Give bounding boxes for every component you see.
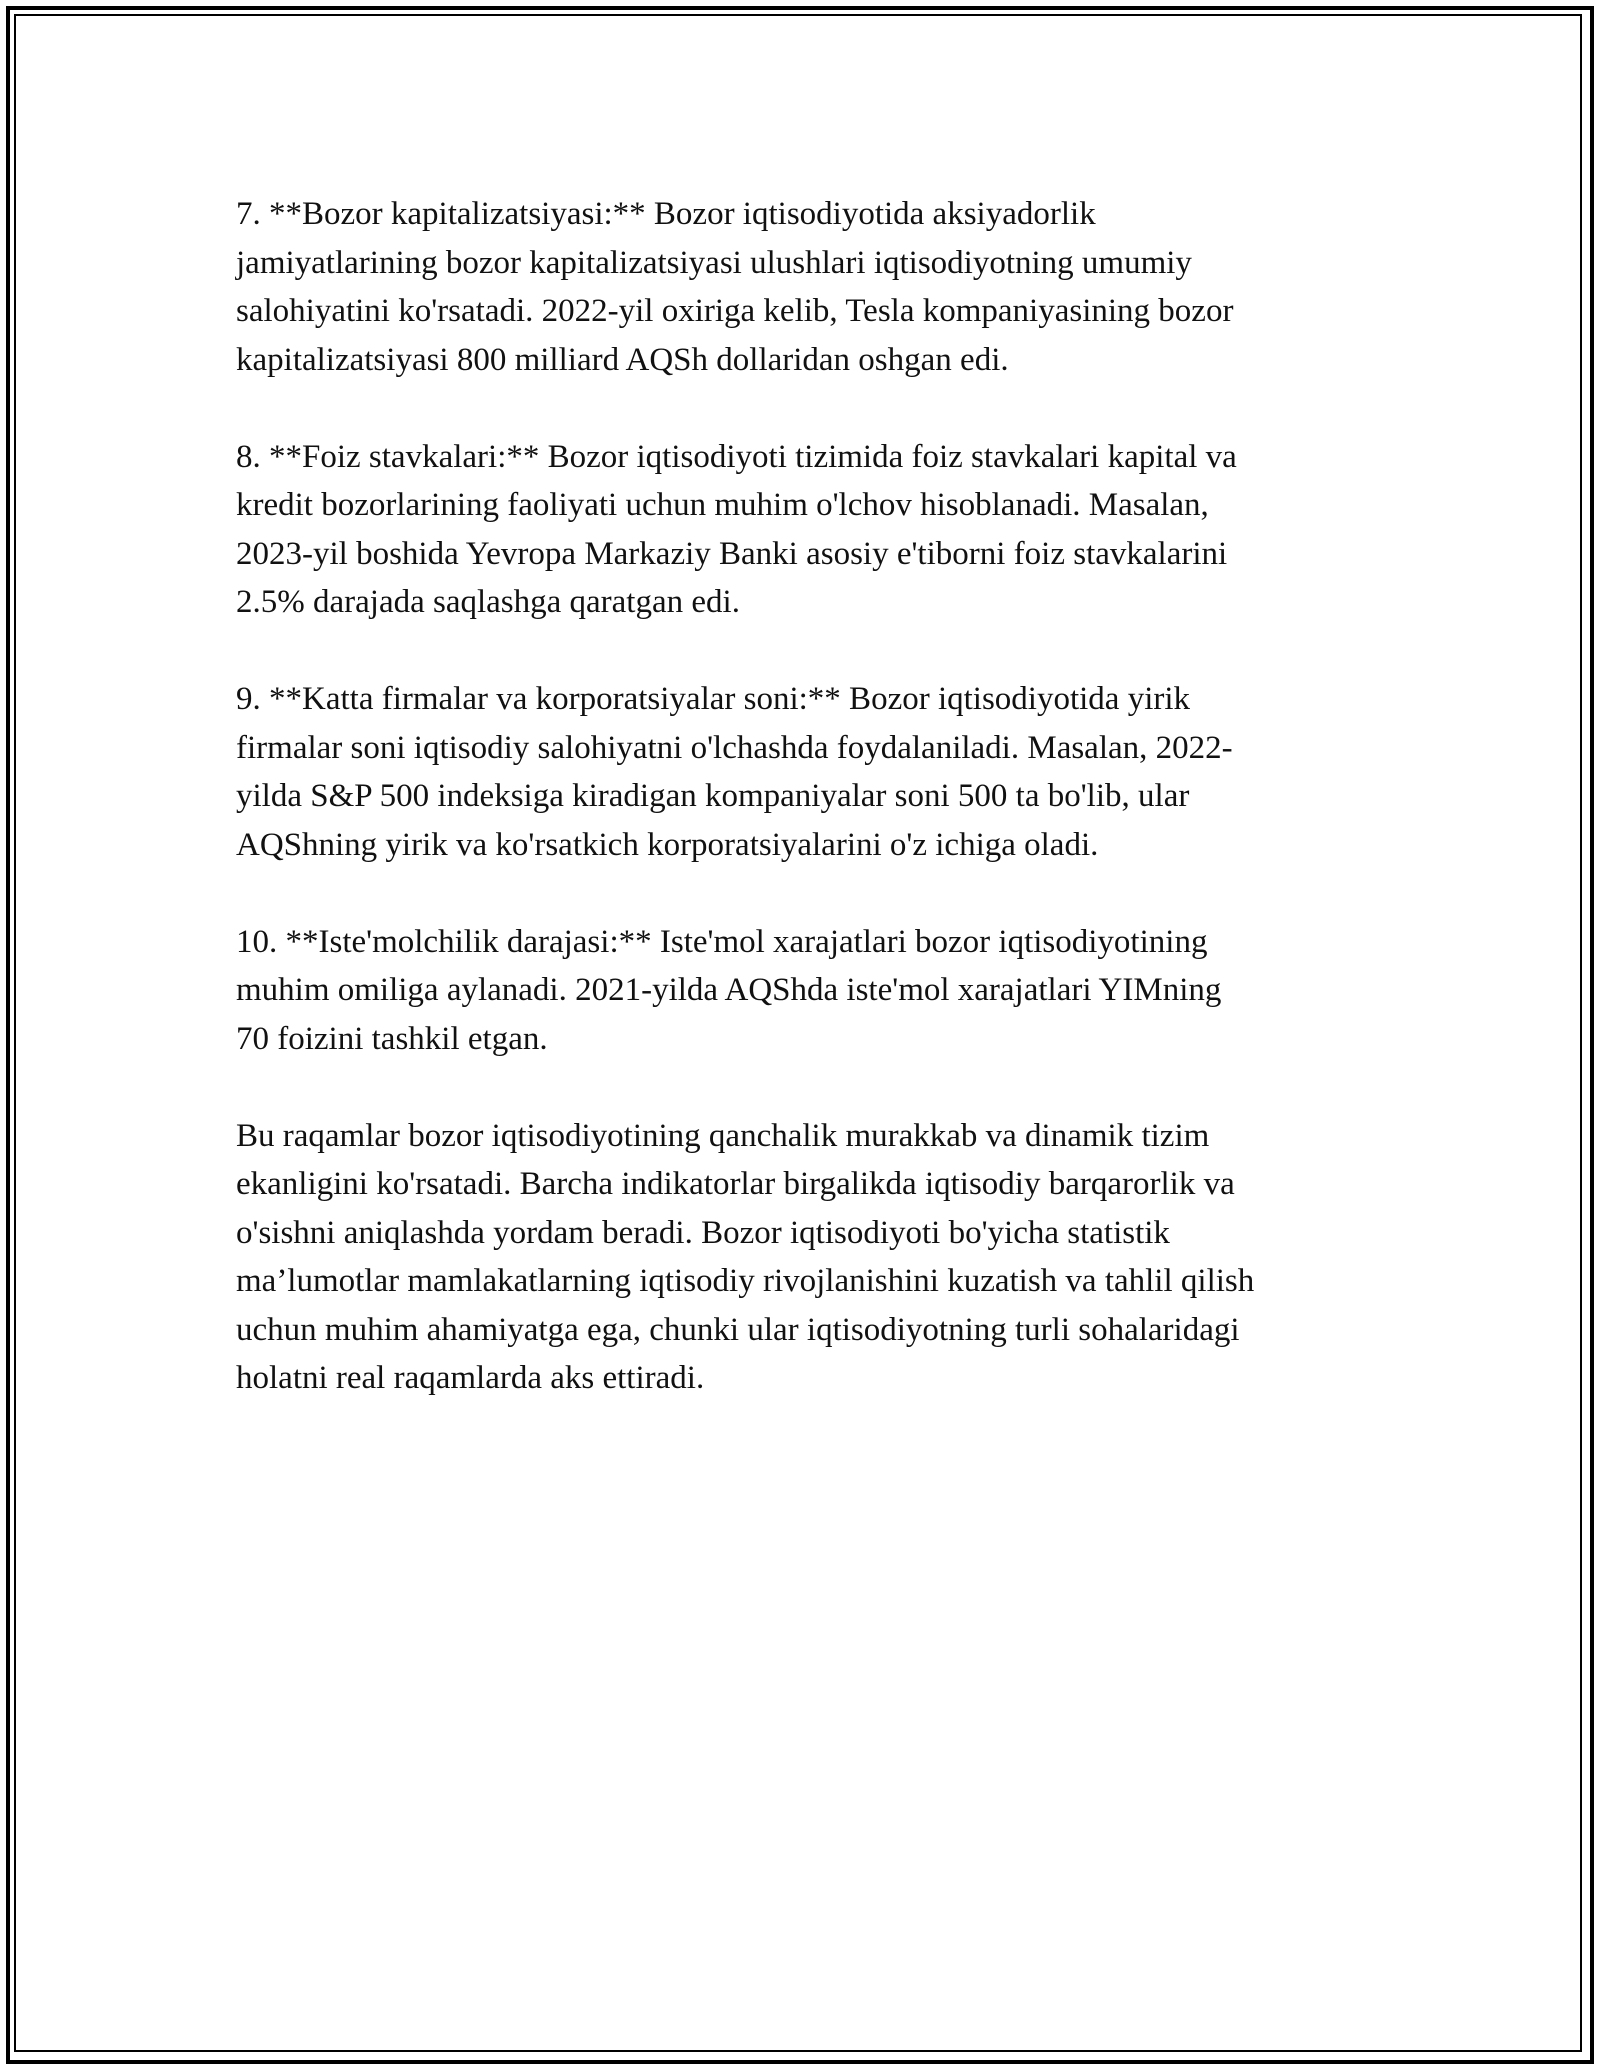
paragraph-large-firms-count: 9. **Katta firmalar va korporatsiyalar soni:** Bozor iqtisodiyotida yirik firmalar soni iqtisodiy salohiyatni o'lchashda foydalaniladi. Masalan, 2022- yilda S&P 500 indeksiga kiradigan kompaniyalar soni 500 ta bo'lib, ular AQShning yirik va ko'rsatkich korporatsiyalarini o'z ichiga oladi. [236,681,1233,863]
paragraph-market-capitalization: 7. **Bozor kapitalizatsiyasi:** Bozor iqtisodiyotida aksiyadorlik jamiyatlarining bozor kapitalizatsiyasi ulushlari iqtisodiyotning umumiy salohiyatini ko'rsatadi. 2022-yil oxiriga kelib, Tesla kompaniyasining bozor kapitalizatsiyasi 800 milliard AQSh dollaridan oshgan edi. [236,196,1234,378]
paragraph-interest-rates: 8. **Foiz stavkalari:** Bozor iqtisodiyoti tizimida foiz stavkalari kapital va kredit bozorlarining faoliyati uchun muhim o'lchov hisoblanadi. Masalan, 2023-yil boshida Yevropa Markaziy Banki asosiy e'tiborni foiz stavkalarini 2.5% darajada saqlashga qaratgan edi. [236,438,1237,620]
paragraph-consumption-level: 10. **Iste'molchilik darajasi:** Iste'mol xarajatlari bozor iqtisodiyotining muhim omiliga aylanadi. 2021-yilda AQShda iste'mol xarajatlari YIMning 70 foizini tashkil etgan. [236,923,1222,1057]
paragraph-conclusion: Bu raqamlar bozor iqtisodiyotining qanchalik murakkab va dinamik tizim ekanligini ko'rsatadi. Barcha indikatorlar birgalikda iqtisodiy barqarorlik va o'sishni aniqlashda yordam beradi. Bozor iqtisodiyoti bo'yicha statistik ma’lumotlar mamlakatlarning iqtisodiy rivojlanishini kuzatish va tahlil qilish uchun muhim ahamiyatga ega, chunki ular iqtisodiyotning turli sohalaridagi holatni real raqamlarda aks ettiradi. [236,1117,1255,1396]
document-body [236,190,1386,1451]
